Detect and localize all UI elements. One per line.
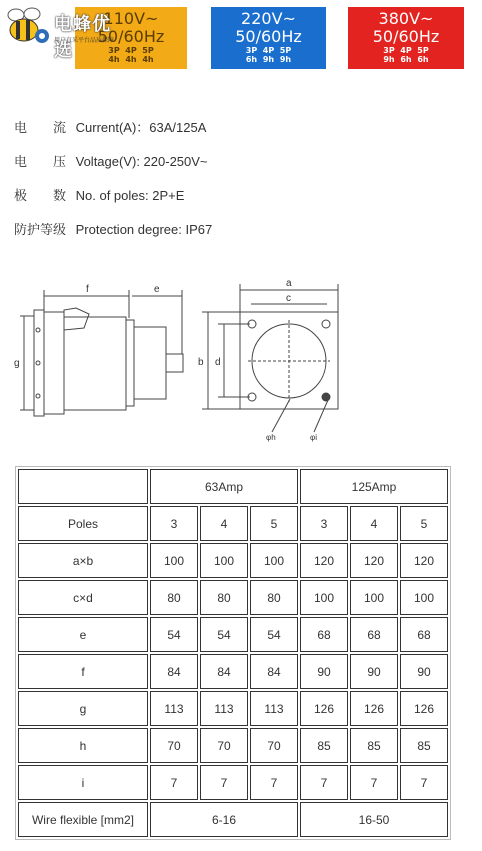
- pole-label: 4P: [262, 46, 275, 55]
- table-cell: 3: [150, 506, 198, 541]
- bee-icon: [2, 6, 52, 46]
- table-cell: 100: [250, 543, 298, 578]
- table-corner-cell: [18, 469, 148, 504]
- spec-poles: [14, 185, 184, 204]
- row-label: e: [18, 617, 148, 652]
- dim-label-f: f: [86, 284, 89, 295]
- table-cell: 84: [200, 654, 248, 689]
- table-cell: 100: [200, 543, 248, 578]
- table-cell: 126: [400, 691, 448, 726]
- table-cell: 5: [250, 506, 298, 541]
- table-cell: 90: [400, 654, 448, 689]
- dim-label-b: b: [198, 357, 204, 368]
- table-row: [18, 691, 448, 726]
- hour-label: 6h: [400, 55, 412, 64]
- table-cell: 120: [350, 543, 398, 578]
- table-cell: 80: [150, 580, 198, 615]
- table-cell: 120: [300, 543, 348, 578]
- table-row: [18, 580, 448, 615]
- badge-frequency: 50/60Hz: [235, 27, 302, 46]
- table-cell: 54: [200, 617, 248, 652]
- badge-poles: [348, 46, 464, 55]
- table-cell: 113: [200, 691, 248, 726]
- row-label: Poles: [18, 506, 148, 541]
- table-cell: 126: [350, 691, 398, 726]
- badge-frequency: 50/60Hz: [97, 27, 165, 46]
- side-view: [20, 290, 183, 416]
- table-cell: 7: [200, 765, 248, 800]
- table-cell: 90: [350, 654, 398, 689]
- table-cell: 4: [200, 506, 248, 541]
- dim-label-g: g: [14, 358, 20, 369]
- table-cell: 7: [150, 765, 198, 800]
- table-cell: 100: [350, 580, 398, 615]
- table-cell: 85: [300, 728, 348, 763]
- front-view: [202, 284, 338, 432]
- table-row-poles: [18, 506, 448, 541]
- row-label: h: [18, 728, 148, 763]
- dim-label-d: d: [215, 357, 221, 368]
- table-cell: 7: [250, 765, 298, 800]
- spec-label-cn: 电流: [14, 120, 93, 135]
- table-group-header: [18, 469, 448, 504]
- row-label: Wire flexible [mm2]: [18, 802, 148, 837]
- table-cell: 113: [250, 691, 298, 726]
- badge-hours: [211, 55, 326, 64]
- spec-label-cn: 电压: [14, 154, 93, 169]
- table-cell: 100: [150, 543, 198, 578]
- pole-label: 5P: [142, 46, 154, 55]
- table-row: [18, 617, 448, 652]
- hour-label: 6h: [245, 55, 258, 64]
- table-cell: 54: [250, 617, 298, 652]
- hour-label: 9h: [262, 55, 275, 64]
- table-cell: 70: [150, 728, 198, 763]
- table-cell: 70: [200, 728, 248, 763]
- table-cell: 7: [300, 765, 348, 800]
- badge-poles: [211, 46, 326, 55]
- hour-label: 9h: [279, 55, 292, 64]
- hour-label: 4h: [108, 55, 120, 64]
- table-cell: 7: [350, 765, 398, 800]
- pole-label: 3P: [383, 46, 395, 55]
- dim-label-h: φh: [266, 433, 276, 442]
- table-cell: 100: [300, 580, 348, 615]
- row-label: f: [18, 654, 148, 689]
- table-row: [18, 654, 448, 689]
- table-cell: 7: [400, 765, 448, 800]
- pole-label: 3P: [245, 46, 258, 55]
- spec-value: Current(A)：63A/125A: [75, 120, 207, 135]
- spec-label-cn: 极数: [14, 188, 93, 203]
- pole-label: 3P: [108, 46, 120, 55]
- spec-value: Voltage(V): 220-250V~: [75, 154, 208, 169]
- voltage-badge-380v: [348, 7, 464, 69]
- table-cell: 120: [400, 543, 448, 578]
- table-cell: 68: [300, 617, 348, 652]
- table-cell: 5: [400, 506, 448, 541]
- table-cell: 100: [400, 580, 448, 615]
- spec-value: Protection degree: IP67: [75, 222, 213, 237]
- dim-label-c: c: [286, 293, 291, 304]
- table-cell: 3: [300, 506, 348, 541]
- table-cell: 80: [200, 580, 248, 615]
- brand-name: 电蜂优选: [54, 14, 111, 61]
- badge-frequency: 50/60Hz: [372, 27, 440, 46]
- spec-voltage: [14, 151, 208, 170]
- dimension-drawing: [14, 270, 354, 450]
- row-label: c×d: [18, 580, 148, 615]
- row-label: a×b: [18, 543, 148, 578]
- badge-voltage: 220V~: [241, 9, 296, 28]
- hour-label: 6h: [417, 55, 429, 64]
- table-cell: 126: [300, 691, 348, 726]
- table-row-wire: [18, 802, 448, 837]
- group-header-63amp: 63Amp: [150, 469, 298, 504]
- voltage-badge-220v: [211, 7, 326, 69]
- spec-value: No. of poles: 2P+E: [75, 188, 185, 203]
- pole-label: 4P: [125, 46, 137, 55]
- brand-tagline: 用户直采平台品质保障: [54, 38, 115, 44]
- table-cell: 68: [400, 617, 448, 652]
- table-cell: 6-16: [150, 802, 298, 837]
- dimension-table: [15, 466, 451, 840]
- table-row: [18, 765, 448, 800]
- table-cell: 84: [150, 654, 198, 689]
- pole-label: 5P: [279, 46, 292, 55]
- table-cell: 85: [350, 728, 398, 763]
- dim-label-e: e: [154, 284, 160, 295]
- badge-voltage: 380V~: [378, 9, 434, 28]
- table-cell: 113: [150, 691, 198, 726]
- pole-label: 4P: [400, 46, 412, 55]
- spec-label-cn: 防护等级: [14, 222, 67, 237]
- table-cell: 90: [300, 654, 348, 689]
- table-cell: 16-50: [300, 802, 448, 837]
- badge-voltage: 110V~: [103, 9, 159, 28]
- row-label: g: [18, 691, 148, 726]
- hour-label: 9h: [383, 55, 395, 64]
- table-cell: 54: [150, 617, 198, 652]
- table-cell: 84: [250, 654, 298, 689]
- dim-label-a: a: [286, 278, 292, 289]
- table-row: [18, 543, 448, 578]
- spec-protection: [14, 219, 212, 238]
- table-cell: 4: [350, 506, 398, 541]
- table-cell: 70: [250, 728, 298, 763]
- row-label: i: [18, 765, 148, 800]
- spec-current: [14, 117, 206, 136]
- dim-label-i: φi: [310, 433, 317, 442]
- hour-label: 4h: [142, 55, 154, 64]
- table-cell: 68: [350, 617, 398, 652]
- table-row: [18, 728, 448, 763]
- table-cell: 85: [400, 728, 448, 763]
- badge-hours: [348, 55, 464, 64]
- table-cell: 80: [250, 580, 298, 615]
- pole-label: 5P: [417, 46, 429, 55]
- group-header-125amp: 125Amp: [300, 469, 448, 504]
- hour-label: 4h: [125, 55, 137, 64]
